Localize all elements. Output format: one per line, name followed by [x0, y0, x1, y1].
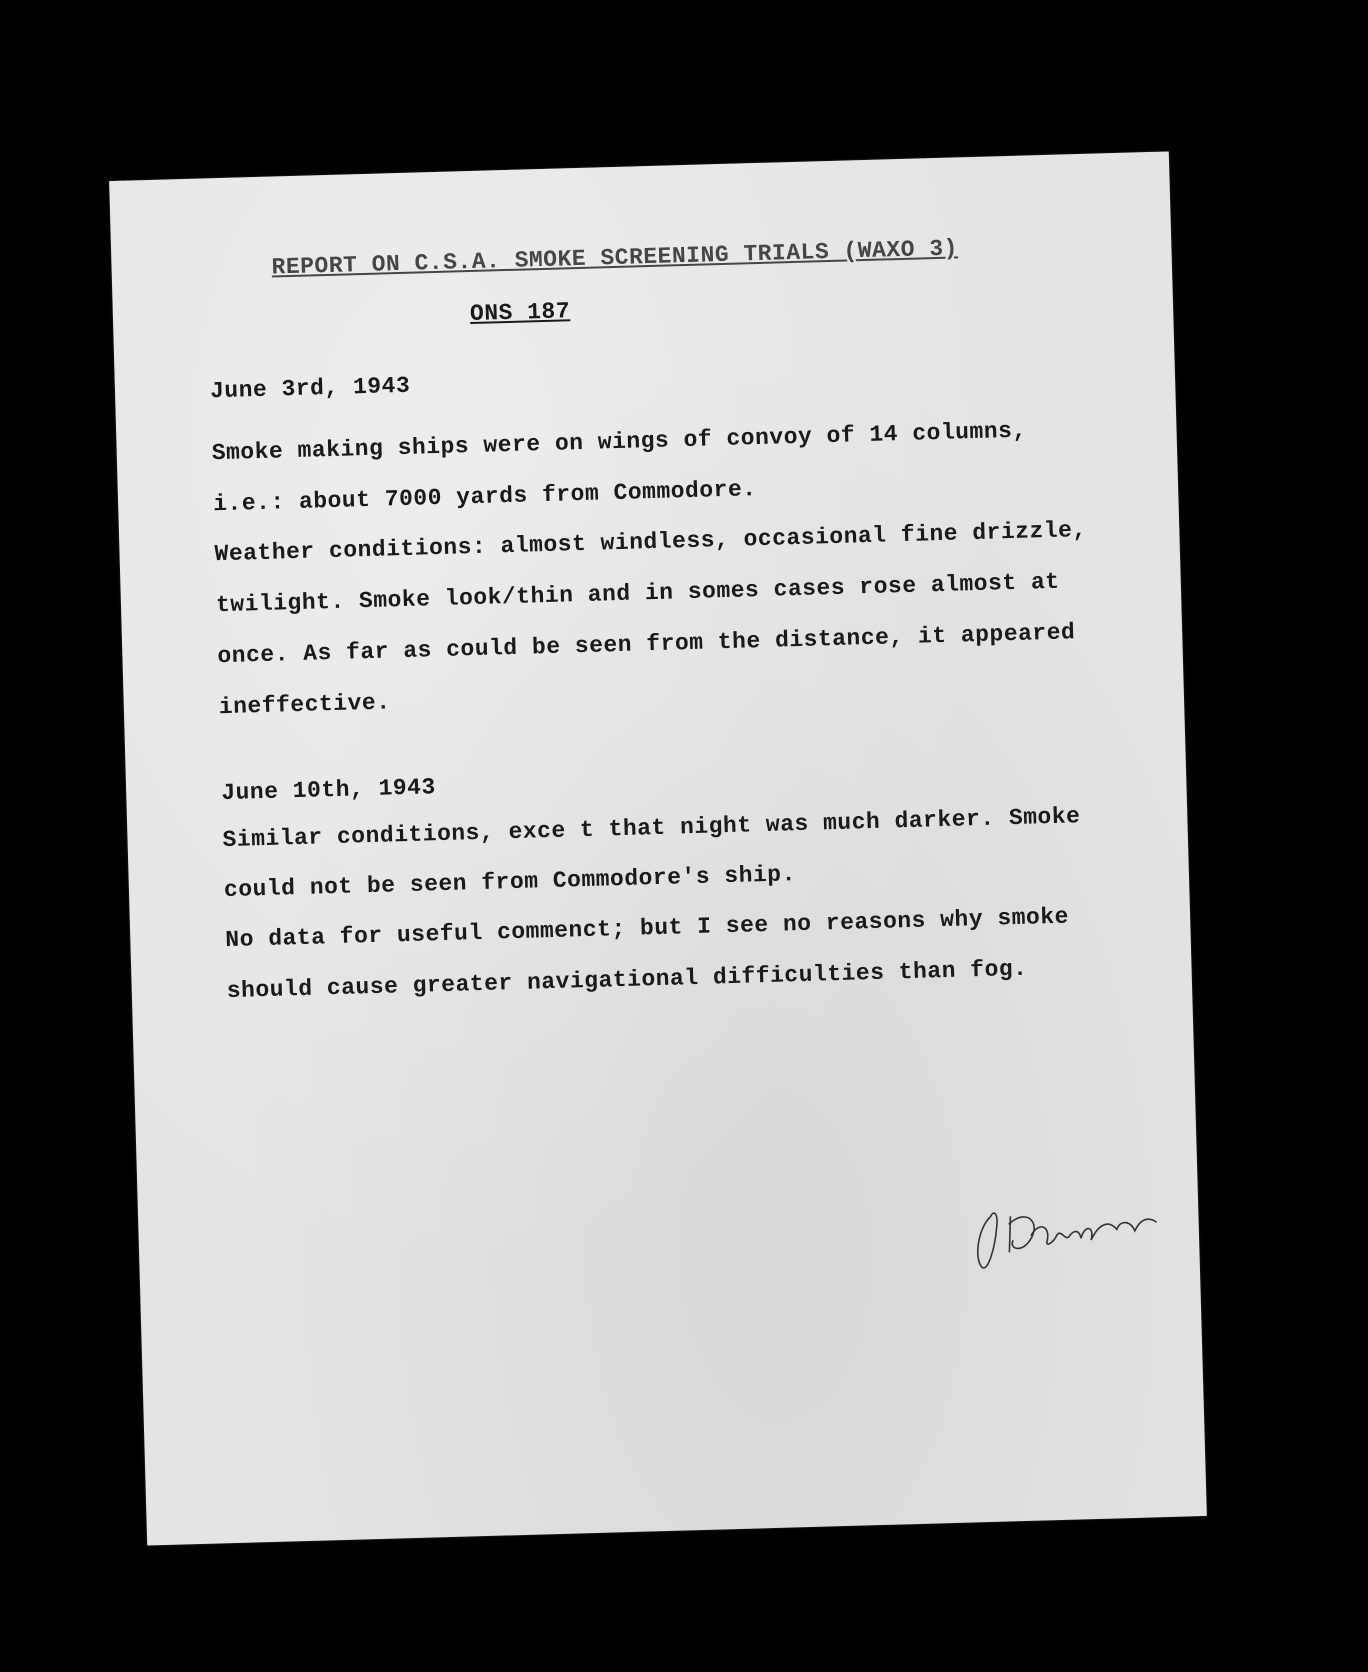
section1-date: June 3rd, 1943 — [209, 372, 411, 405]
report-title: REPORT ON C.S.A. SMOKE SCREENING TRIALS (WAXO 3) — [271, 235, 959, 281]
report-subtitle: ONS 187 — [469, 298, 571, 328]
section1-line: ineffective. — [218, 689, 391, 721]
section1-line: Smoke making ships were on wings of convoy of 14 columns, — [211, 417, 1028, 467]
section2-date: June 10th, 1943 — [220, 774, 437, 807]
section1-line: once. As far as could be seen from the distance, it appeared — [217, 619, 1076, 670]
section2-line: should cause greater navigational difficulties than fog. — [226, 955, 1028, 1005]
handwritten-signature — [968, 1182, 1170, 1278]
section2-line: could not be seen from Commodore's ship. — [223, 861, 797, 904]
section1-line: i.e.: about 7000 yards from Commodore. — [212, 476, 757, 518]
section2-line: No data for useful commenct; but I see no reasons why smoke — [225, 903, 1070, 954]
paper-sheet — [109, 151, 1207, 1545]
section1-line: Weather conditions: almost windless, occasional fine drizzle, — [214, 516, 1088, 568]
section1-line: twilight. Smoke look/thin and in somes cases rose almost at — [215, 568, 1060, 619]
section2-line: Similar conditions, exce t that night was much darker. Smoke — [222, 803, 1081, 854]
